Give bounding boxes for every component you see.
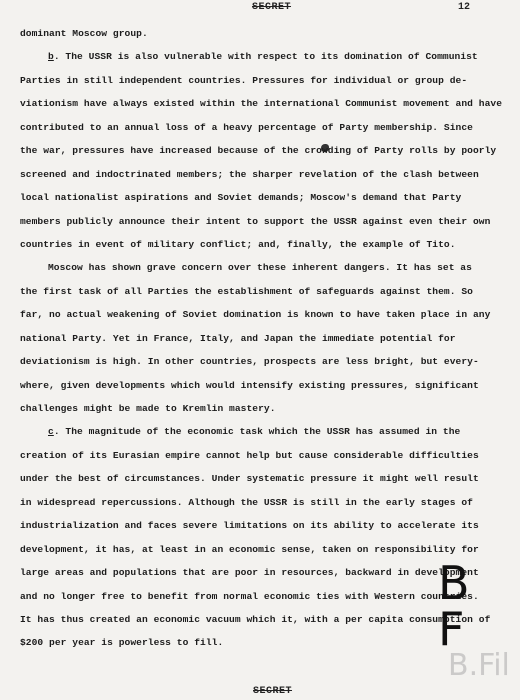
handwritten-annotation: B F <box>438 556 480 656</box>
body-text <box>20 22 506 655</box>
watermark: B.Fil <box>448 648 510 683</box>
text-line: where, given developments which would intensify existing pressures, significant <box>20 379 479 391</box>
text-line: the first task of all Parties the establishment of safeguards against them. So <box>20 285 473 297</box>
paragraph-c-start: c. The magnitude of the economic task which the USSR has assumed in the <box>48 426 461 438</box>
text-line: contributed to an annual loss of a heavy percentage of Party membership. Since <box>20 121 473 133</box>
text-line: development, it has, at least in an economic sense, taken on responsibility for <box>20 543 479 555</box>
text-line: local nationalist aspirations and Soviet demands; Moscow's demand that Party <box>20 192 462 204</box>
paragraph-letter: b <box>48 51 54 63</box>
paragraph-letter: c <box>48 426 54 438</box>
text-line: creation of its Eurasian empire cannot help but cause considerable difficulties <box>20 449 479 461</box>
text-line: national Party. Yet in France, Italy, and Japan the immediate potential for <box>20 332 456 344</box>
page-number: 12 <box>458 2 471 13</box>
paragraph-b-start: b. The USSR is also vulnerable with respect to its domination of Communist <box>48 51 478 63</box>
text-line: industrialization and faces severe limitations on its ability to accelerate its <box>20 520 479 532</box>
text-line: viationism have always existed within the international Communist movement and have <box>20 98 502 110</box>
classification-bottom: SECRET <box>253 686 293 697</box>
text-line: far, no actual weakening of Soviet domination is known to have taken place in any <box>20 309 491 321</box>
page-header <box>0 2 520 16</box>
text-line: challenges might be made to Kremlin mastery. <box>20 403 276 414</box>
paragraph-moscow-start: Moscow has shown grave concern over these inherent dangers. It has set as <box>48 262 472 274</box>
text-line: It has thus created an economic vacuum which it, with a per capita consumption of <box>20 613 491 625</box>
text-line: deviationism is high. In other countries, prospects are less bright, but every- <box>20 356 479 368</box>
text-line: under the best of circumstances. Under systematic pressure it might well result <box>20 473 479 485</box>
text-line: screened and indoctrinated members; the sharper revelation of the clash between <box>20 168 479 180</box>
text-line: and no longer free to benefit from normal economic ties with Western countries. <box>20 590 479 602</box>
text-line: in widespread repercussions. Although the USSR is still in the early stages of <box>20 496 473 508</box>
text-line: $200 per year is powerless to fill. <box>20 637 224 649</box>
text-line: members publicly announce their intent to support the USSR against even their own <box>20 215 491 227</box>
text-line: dominant Moscow group. <box>20 28 148 39</box>
text-line: large areas and populations that are poor in resources, backward in development <box>20 567 479 579</box>
text-line: Parties in still independent countries. Pressures for individual or group de- <box>20 74 468 86</box>
classification-top: SECRET <box>252 2 292 13</box>
text-line: the war, pressures have increased because of the crowding of Party rolls by poorly <box>20 145 497 157</box>
text-line: countries in event of military conflict; and, finally, the example of Tito. <box>20 238 456 250</box>
